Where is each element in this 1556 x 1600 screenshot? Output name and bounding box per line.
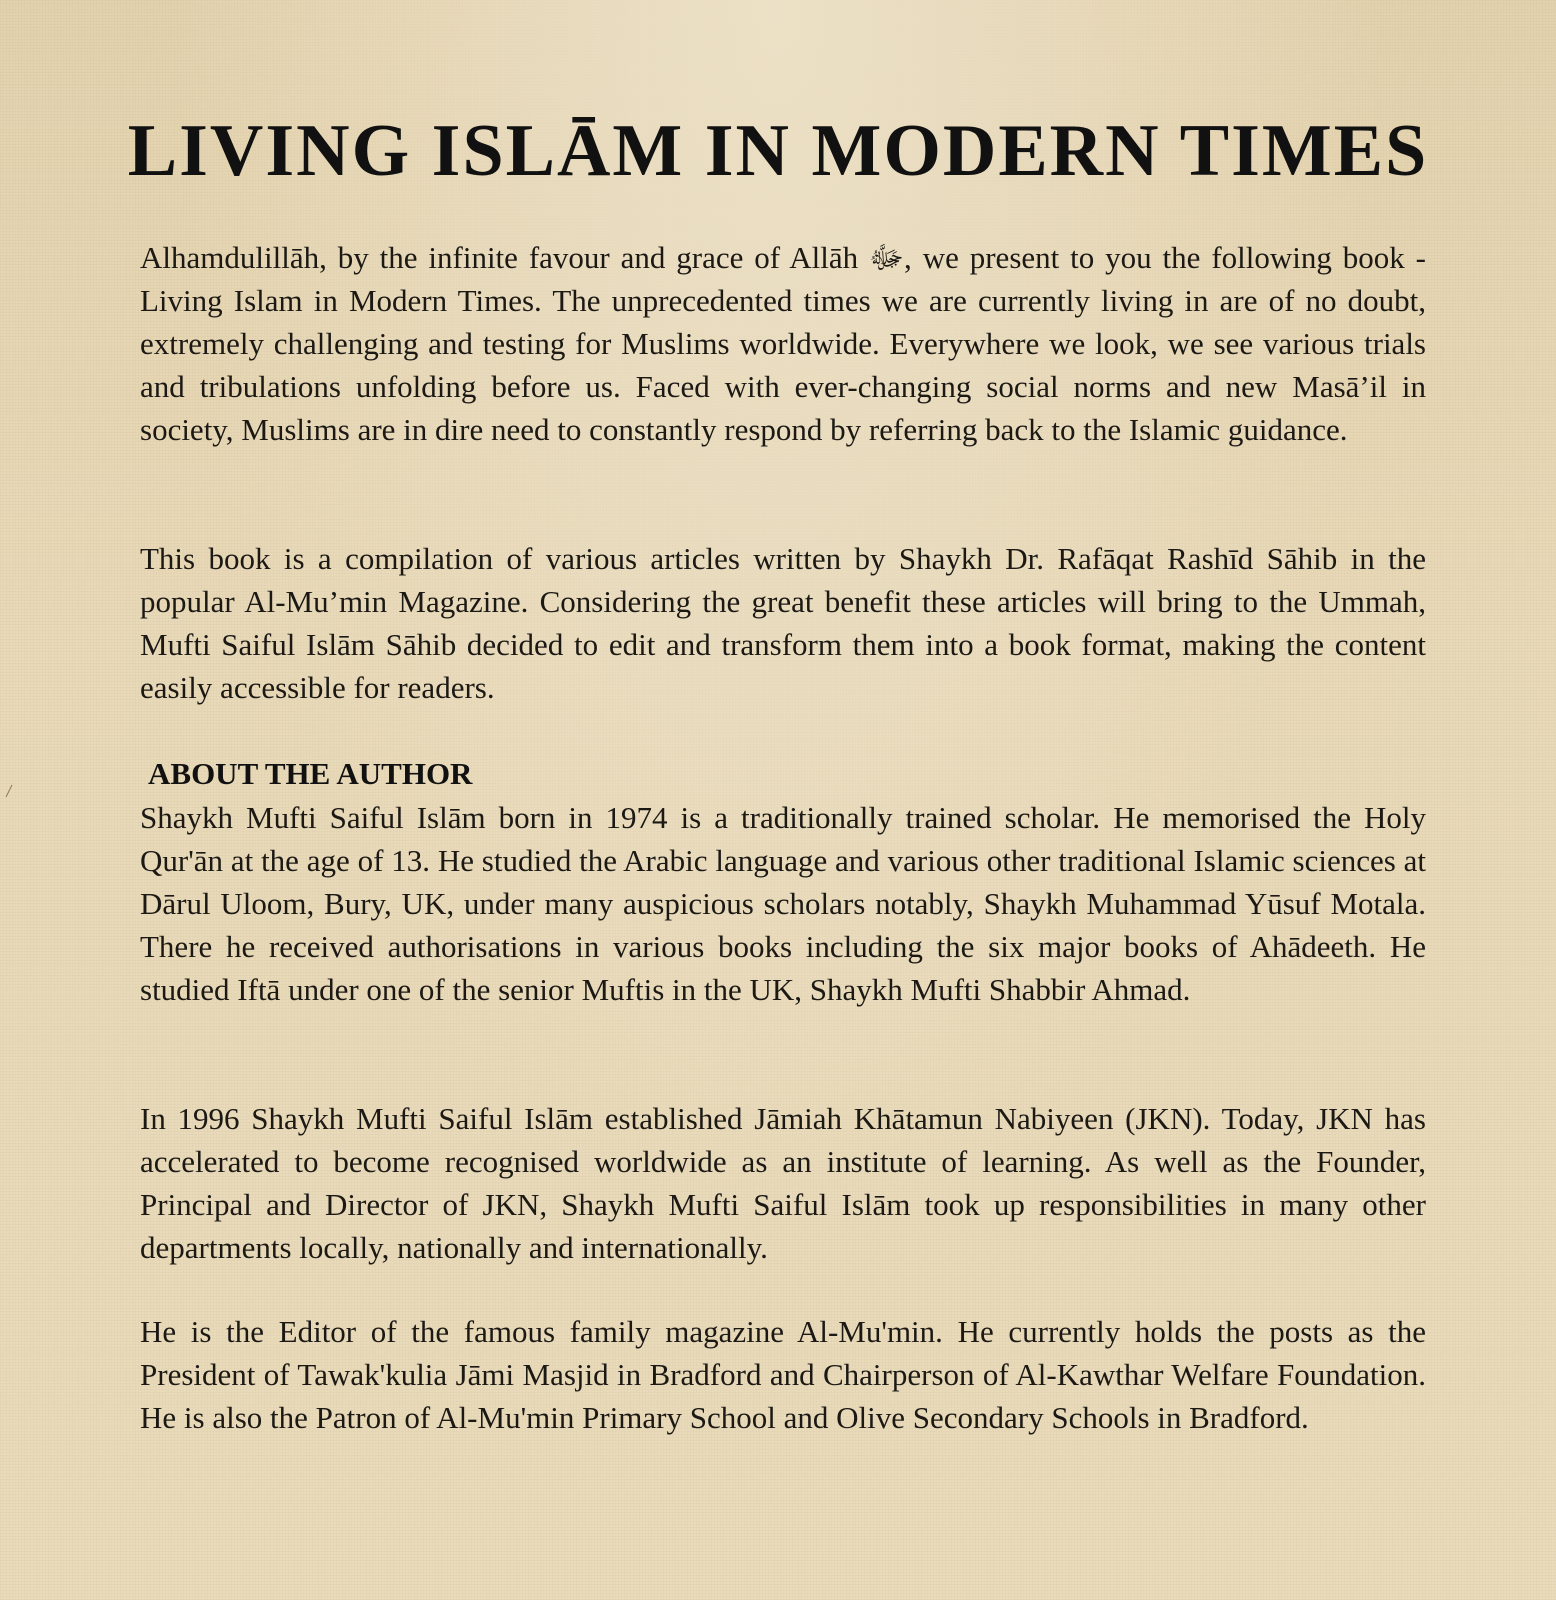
editor-paragraph: He is the Editor of the famous family magazine Al-Mu'min. He currently holds the posts as the President of Tawak'kulia Jāmi Masjid in Bradford and Chairperson of Al-Kawthar Welfare Foundation. He is also the Patron of Al-Mu'min Primary School and Olive Secondary Schools in Bradford. <box>140 1314 1426 1435</box>
page-title: LIVING ISLĀM IN MODERN TIMES <box>127 110 1429 192</box>
paper-scratch-mark <box>4 784 14 798</box>
about-author-heading: ABOUT THE AUTHOR <box>148 756 473 791</box>
compilation-paragraph: This book is a compilation of various articles written by Shaykh Dr. Rafāqat Rashīd Sāhib in the popular Al-Mu’min Magazine. Considering the great benefit these articles will bring to the Ummah, Mufti Saiful Islām Sāhib decided to edit and transform them into a book format, making the content easily accessible for readers. <box>140 541 1426 705</box>
author-bio-paragraph: Shaykh Mufti Saiful Islām born in 1974 is a traditionally trained scholar. He memorised the Holy Qur'ān at the age of 13. He studied the Arabic language and various other traditional Islamic sciences at Dārul Uloom, Bury, UK, under many auspicious scholars notably, Shaykh Muhammad Yūsuf Motala. There he received authorisations in various books including the six major books of Ahādeeth. He studied Iftā under one of the senior Muftis in the UK, Shaykh Mufti Shabbir Ahmad. <box>140 800 1426 1007</box>
jkn-paragraph: In 1996 Shaykh Mufti Saiful Islām established Jāmiah Khātamun Nabiyeen (JKN). Today, JKN has accelerated to become recognised worldwide as an institute of learning. As well as the Founder, Principal and Director of JKN, Shaykh Mufti Saiful Islām took up responsibilities in many other departments locally, nationally and internationally. <box>140 1101 1426 1265</box>
intro-paragraph: Alhamdulillāh, by the infinite favour and grace of Allāh ﷻ, we present to you the following book - Living Islam in Modern Times. The unprecedented times we are currently living in are of no doubt, extremely challenging and testing for Muslims worldwide. Everywhere we look, we see various trials and tribulations unfolding before us. Faced with ever-changing social norms and new Masā’il in society, Muslims are in dire need to constantly respond by referring back to the Islamic guidance. <box>140 240 1426 447</box>
